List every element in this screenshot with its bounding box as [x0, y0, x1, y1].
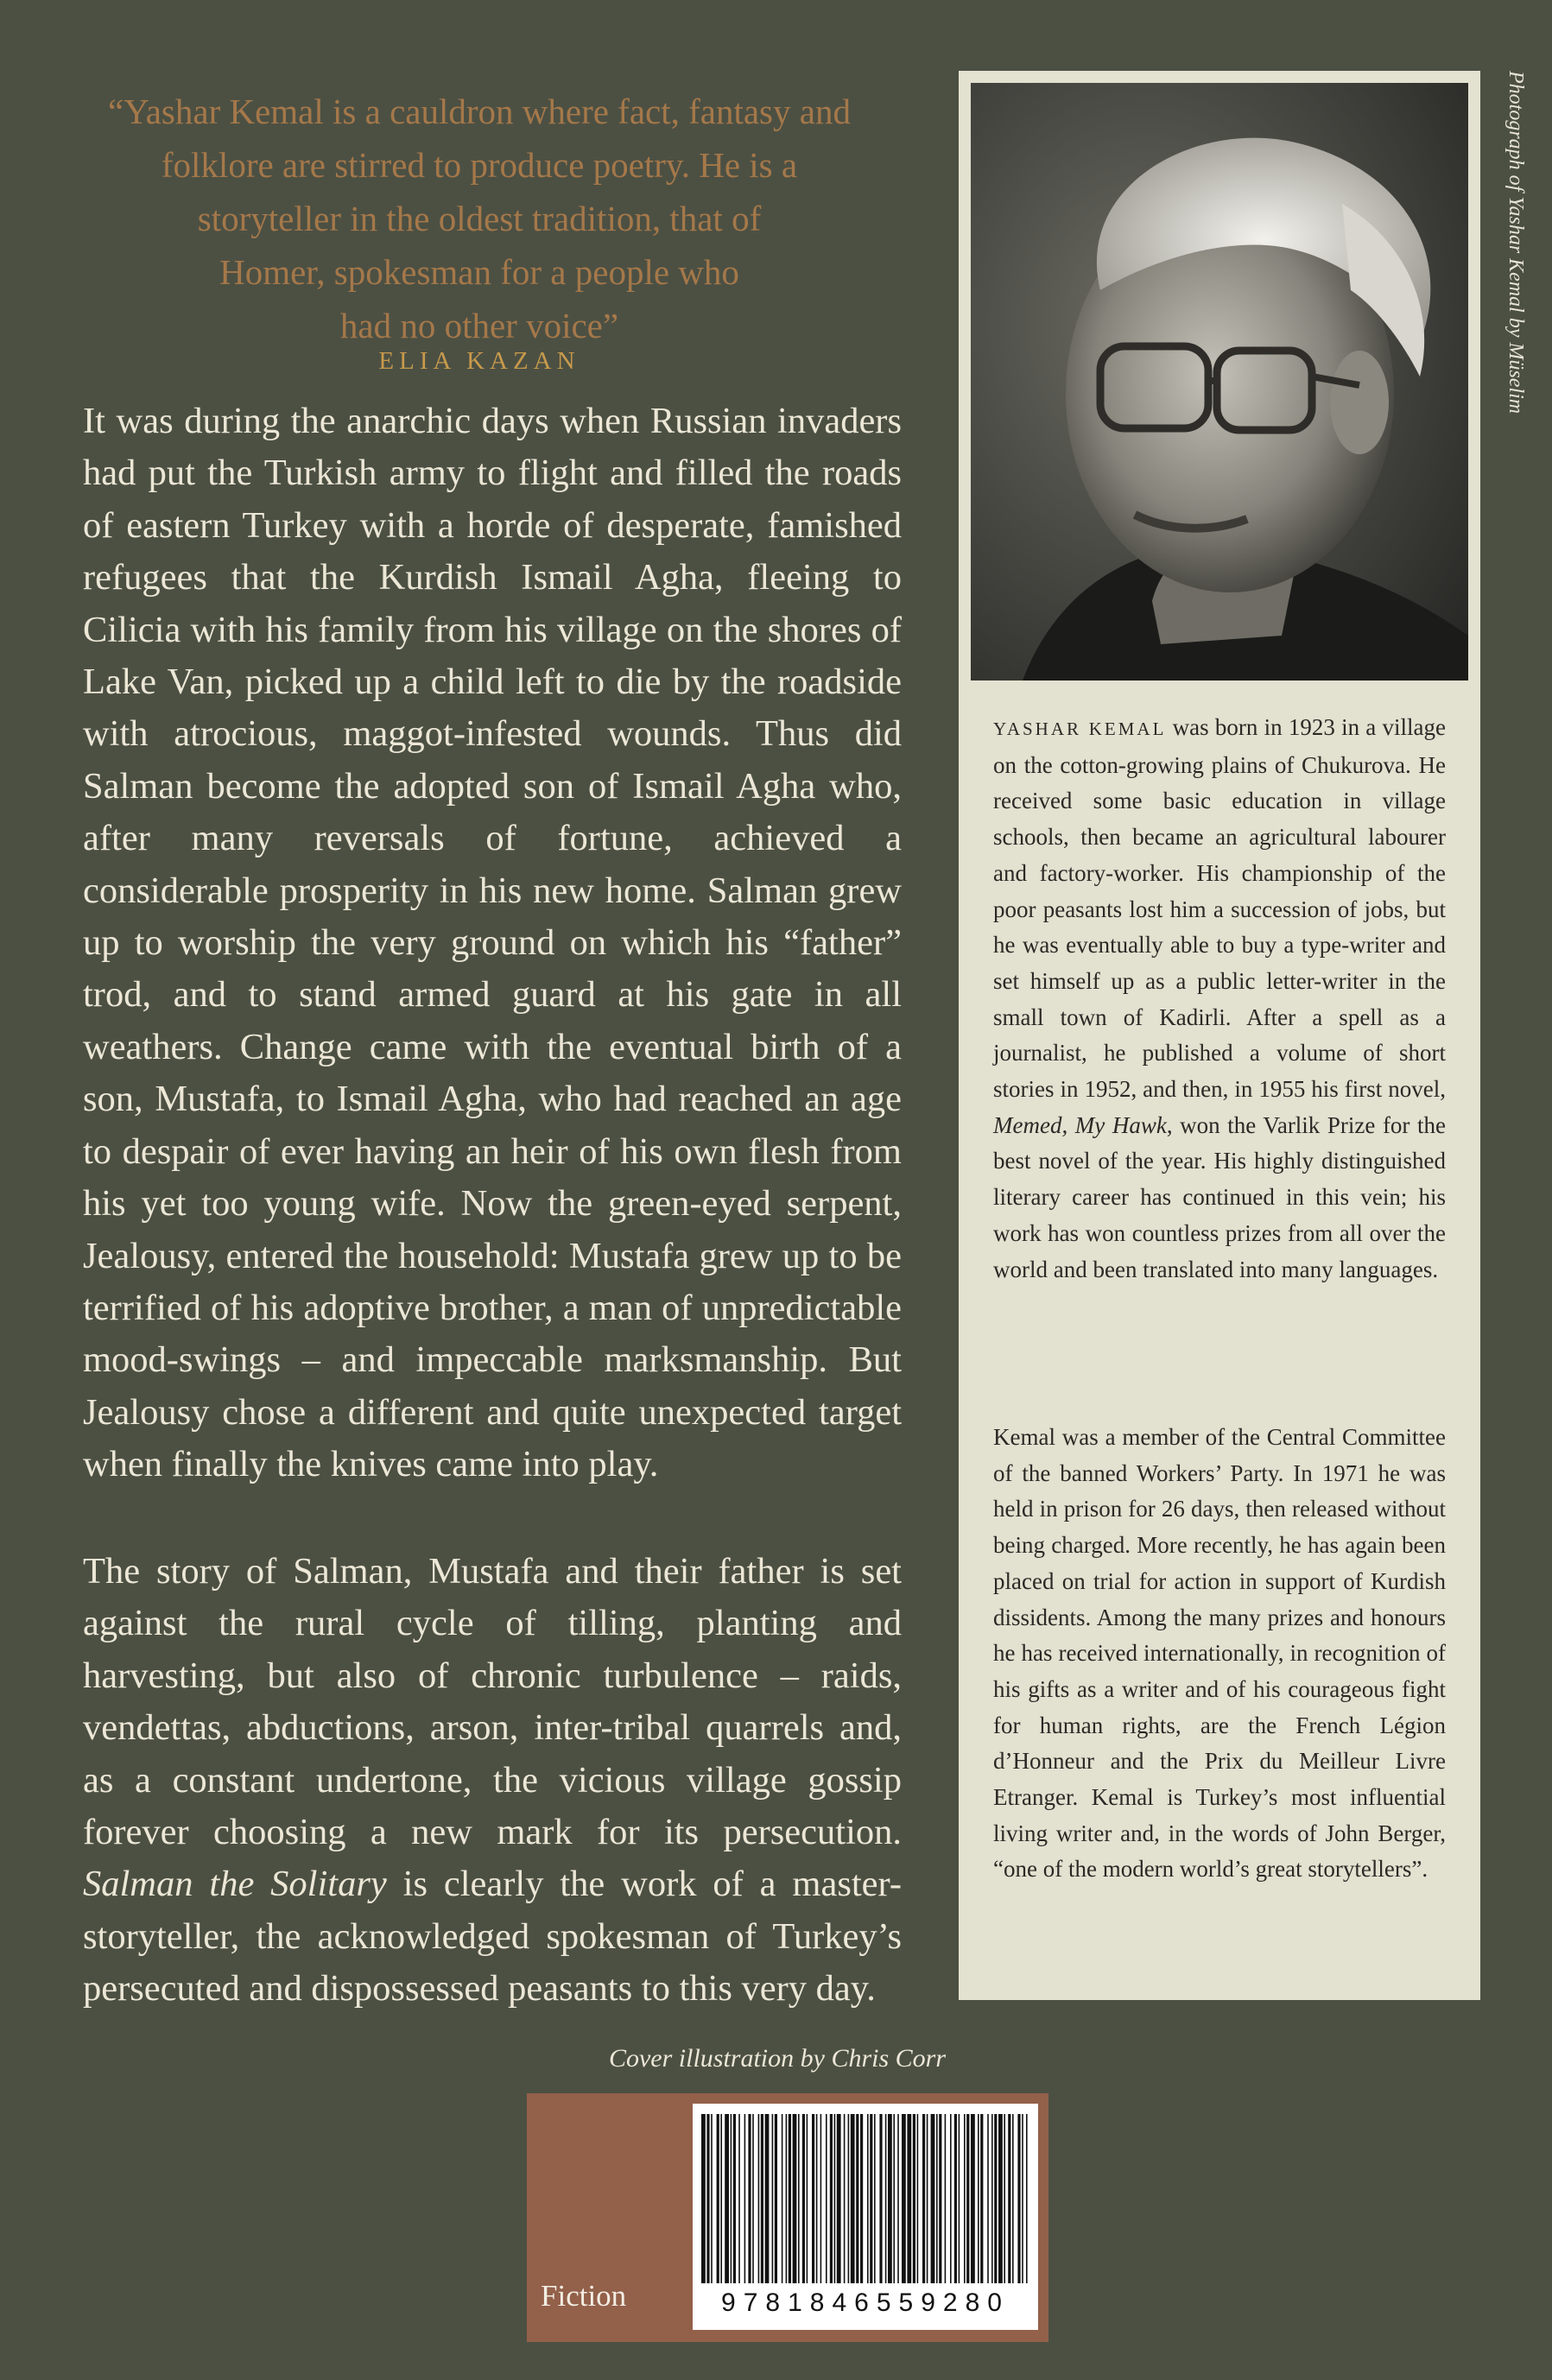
barcode-bar [879, 2114, 882, 2283]
book-title: Salman the Solitary [83, 1864, 387, 1905]
barcode-bar [1012, 2114, 1014, 2283]
barcode-bar [748, 2114, 751, 2283]
bio-text-part: was born in 1923 in a village on the cotton-growing plains of Chukurova. He received some basic education in village schools, then became an agricultural labourer and factory-worker. His championship of the poor peasants lost him a succession of jobs, but he was eventually able to buy a type-writer and set himself up as a public letter-writer in the small town of Kadirli. After a spell as a journalist, he published a volume of short stories in 1952, and then, in 1955 his first novel, [993, 714, 1446, 1103]
barcode-bar [870, 2114, 872, 2283]
barcode-panel [527, 2093, 1048, 2342]
barcode-bar [971, 2114, 975, 2283]
barcode-bar [717, 2114, 719, 2283]
barcode-bar [834, 2114, 836, 2283]
barcode-bar [720, 2114, 722, 2283]
bio-text [993, 710, 1446, 1288]
barcode-bar [844, 2114, 846, 2283]
barcode-bar [802, 2114, 805, 2283]
author-name: YASHAR KEMAL [993, 718, 1167, 739]
barcode-bar [765, 2114, 770, 2283]
photo-credit: Photograph of Yashar Kemal by Müselim [1504, 71, 1527, 415]
barcode-bar [888, 2114, 892, 2283]
barcode-bar [1022, 2114, 1023, 2283]
barcode-bar [897, 2114, 899, 2283]
barcode-bar [752, 2114, 754, 2283]
barcode-bars [700, 2114, 1031, 2283]
barcode-bar [1017, 2114, 1020, 2283]
barcode-bar [711, 2114, 713, 2283]
novel-title: Memed, My Hawk [993, 1111, 1167, 1138]
barcode-bar [706, 2114, 709, 2283]
barcode-bar [775, 2114, 777, 2283]
barcode-bar [939, 2114, 941, 2283]
barcode-bar [860, 2114, 863, 2283]
barcode-bar [927, 2114, 928, 2283]
barcode-bar [954, 2114, 957, 2283]
barcode-bar [786, 2114, 788, 2283]
barcode-bar [856, 2114, 858, 2283]
barcode-bar [998, 2114, 1003, 2283]
barcode-bar [1026, 2114, 1028, 2283]
author-photo [971, 83, 1468, 680]
barcode-bar [936, 2114, 938, 2283]
barcode-bar [731, 2114, 732, 2283]
quote-line: had no other voice” [339, 306, 619, 345]
synopsis-text [83, 1546, 902, 2016]
barcode-bar [917, 2114, 919, 2283]
review-quote [60, 85, 898, 352]
barcode-bar [851, 2114, 855, 2283]
cover-illustration-credit: Cover illustration by Chris Corr [608, 2044, 947, 2073]
barcode-bar [902, 2114, 906, 2283]
barcode-bar [867, 2114, 869, 2283]
barcode-bar [807, 2114, 808, 2283]
barcode-bar [812, 2114, 814, 2283]
barcode-bar [772, 2114, 774, 2283]
barcode-bar [789, 2114, 791, 2283]
barcode-bar [978, 2114, 979, 2283]
quote-line: storyteller in the oldest tradition, that of [197, 199, 762, 238]
synopsis-text: It was during the anarchic days when Russian invaders had put the Turkish army to flight and filled the roads of eastern Turkey with a horde of desperate, famished refugees that the Kurdish Ismail Agha, fleeing to Cilicia with his family from his village on the shores of Lake Van, picked up a child left to die by the roadside with atrocious, maggot-infested wounds. Thus did Salman become the adopted son of Ismail Agha who, after many reversals of fortune, achieved a considerable prosperity in his new home. Salman grew up to worship the very ground on which his “father” trod, and to stand armed guard at his gate in all weathers. Change came with the eventual birth of a son, Mustafa, to Ismail Agha, who had reached an age to despair of ever having an heir of his own flesh from his yet too young wife. Now the green-eyed serpent, Jealousy, entered the household: Mustafa grew up to be terrified of his adoptive brother, a man of unpredictable mood-swings – and impeccable marksmanship. But Jealousy chose a different and quite unexpected target when finally the knives came into play. [83, 401, 902, 1485]
barcode-bar [782, 2114, 783, 2283]
barcode-bar [758, 2114, 760, 2283]
author-bio-paragraph-2 [993, 1420, 1446, 1888]
barcode-bar [816, 2114, 818, 2283]
barcode-bar [701, 2114, 706, 2283]
barcode-bar [738, 2114, 740, 2283]
barcode-bar [931, 2114, 935, 2283]
barcode-bar [966, 2114, 969, 2283]
quote-line: “Yashar Kemal is a cauldron where fact, fantasy and [108, 92, 851, 131]
quote-author: ELIA KAZAN [378, 347, 580, 375]
barcode-bar [959, 2114, 960, 2283]
barcode-bar [991, 2114, 993, 2283]
author-portrait-image [971, 83, 1468, 680]
quote-line: folklore are stirred to produce poetry. He is a [161, 145, 798, 185]
isbn-barcode [693, 2104, 1038, 2330]
barcode-bar [793, 2114, 797, 2283]
barcode-bar [913, 2114, 915, 2283]
bio-text: Kemal was a member of the Central Committee of the banned Workers’ Party. In 1971 he was held in prison for 26 days, then released without being charged. More recently, he has again been placed on trial for action in support of Kurdish dissidents. Among the many prizes and honours he has received internationally, in recognition of his gifts as a writer and of his courageous fight for human rights, are the French Légion d’Honneur and the Prix du Meilleur Livre Etranger. Kemal is Turkey’s most influential living writer and, in the words of John Berger, “one of the modern world’s great storytellers”. [993, 1424, 1446, 1883]
barcode-bar [733, 2114, 736, 2283]
barcode-bar [1008, 2114, 1010, 2283]
category-label: Fiction [541, 2279, 627, 2313]
barcode-bar [945, 2114, 947, 2283]
bio-text-part: , won the Varlik Prize for the best novel of the year. His highly distinguished literary career has continued in this vein; his work has won countless prizes from all over the world and been translated into many languages. [993, 1111, 1446, 1282]
synopsis-text-part: is clearly the work of a master-storyteller, the acknowledged spokesman of Turkey’s persecuted and dispossessed peasants to this very day. [83, 1864, 903, 2010]
author-bio-paragraph-1 [993, 710, 1446, 1288]
barcode-bar [893, 2114, 895, 2283]
barcode-bar [885, 2114, 887, 2283]
barcode-bar [725, 2114, 729, 2283]
barcode-bar [922, 2114, 925, 2283]
barcode-bar [830, 2114, 833, 2283]
barcode-bar [1004, 2114, 1005, 2283]
barcode-bar [874, 2114, 876, 2283]
isbn-number: 9781846559280 [721, 2288, 1010, 2317]
barcode-bar [848, 2114, 850, 2283]
synopsis-paragraph-2 [83, 1546, 902, 2016]
quote-line: Homer, spokesman for a people who [219, 252, 739, 292]
barcode-bar [987, 2114, 989, 2283]
barcode-bar [980, 2114, 983, 2283]
barcode-bar [907, 2114, 911, 2283]
barcode-bar [826, 2114, 827, 2283]
barcode-bar [950, 2114, 952, 2283]
author-bio-panel [959, 71, 1480, 2000]
barcode-bar [994, 2114, 997, 2283]
barcode-bar [798, 2114, 800, 2283]
barcode-bar [837, 2114, 841, 2283]
synopsis-text-part: The story of Salman, Mustafa and their father is set against the rural cycle of tilling, planting and harvesting, but also of chronic turbulence – raids, vendettas, abductions, arson, inter-tribal quarrels and, as a constant undertone, the vicious village gossip forever choosing a new mark for its persecution. [83, 1551, 902, 1853]
barcode-bar [964, 2114, 966, 2283]
synopsis-paragraph-1 [83, 396, 902, 1491]
barcode-bar [744, 2114, 746, 2283]
barcode-bar [820, 2114, 822, 2283]
barcode-bar [761, 2114, 763, 2283]
